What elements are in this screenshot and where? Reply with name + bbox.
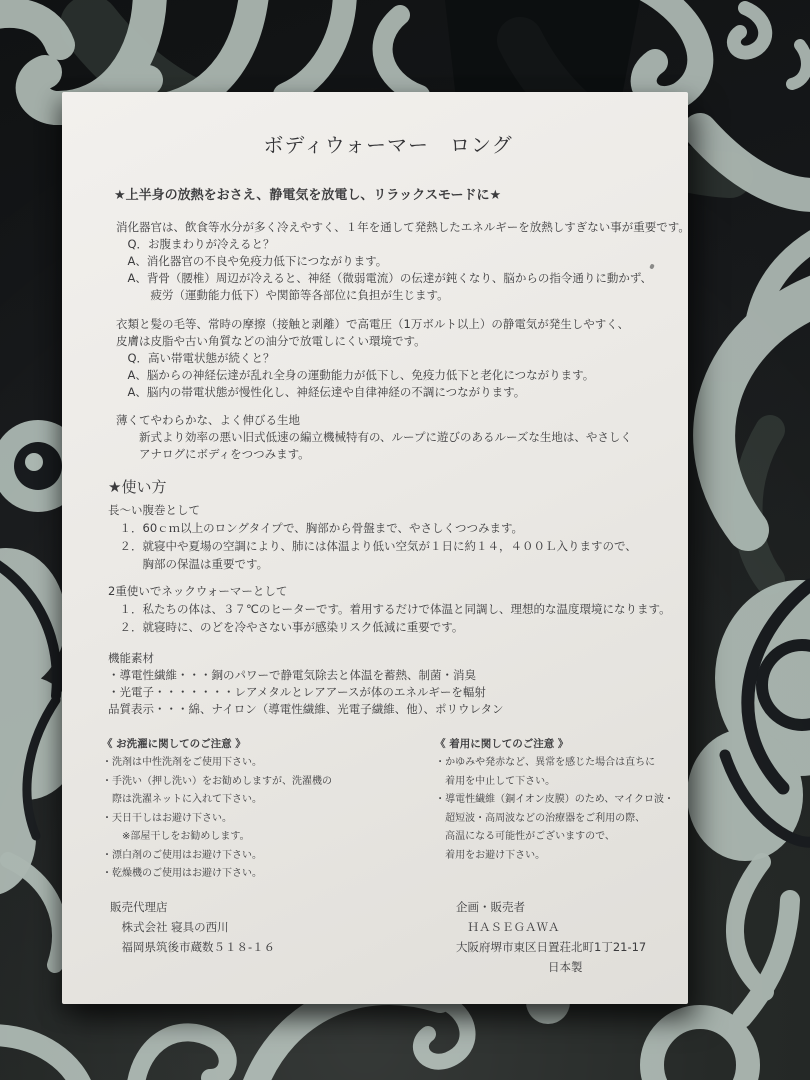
- text-line: １．60ｃｍ以上のロングタイプで、胸部から骨盤まで、やさしくつつみます。: [108, 521, 524, 535]
- text-line: 長〜い腹巻として: [108, 503, 200, 517]
- document-content: [102, 132, 690, 977]
- text-line: 大阪府堺市東区日置荘北町1丁21-17: [456, 939, 647, 954]
- section-static-electricity: [102, 316, 674, 401]
- text-line: A、消化器官の不良や免疫力低下につながります。: [116, 254, 388, 268]
- text-line: ※部屋干しをお勧めします。: [102, 831, 250, 842]
- text-line: ２．就寝中や夏場の空調により、肺には体温より低い空気が１日に約１４，４００Ｌ入りますので、: [108, 539, 637, 553]
- text-line: 福岡県筑後市蔵数５１８-１６: [110, 939, 276, 954]
- text-line: 着用を中止して下さい。: [435, 775, 556, 787]
- text-line: A、脳内の帯電状態が慢性化し、神経伝達や自律神経の不調につながります。: [116, 385, 526, 399]
- text-line: 消化器官は、飲食等水分が多く冷えやすく、１年を通して発熱したエネルギーを放熱しすぎない事が重要です。: [116, 220, 690, 234]
- text-line: １．私たちの体は、３７℃のヒーターです。着用するだけで体温と同調し、理想的な温度環境になります。: [108, 602, 671, 616]
- wearing-notes-header: 《 着用に関してのご注意 》: [435, 738, 569, 750]
- text-line: A、背骨（腰椎）周辺が冷えると、神経（微弱電流）の伝達が鈍くなり、脳からの指令通りに動かず、: [116, 271, 652, 285]
- text-line: 新式より効率の悪い旧式低速の編立機械特有の、ループに遊びのあるルーズな生地は、やさしく: [116, 430, 632, 444]
- text-line: ・かゆみや発赤など、異常を感じた場合は直ちに: [435, 757, 656, 768]
- washing-notes: [102, 735, 435, 884]
- text-line: ・乾燥機のご使用はお避け下さい。: [102, 868, 262, 879]
- distributor-info: [102, 897, 456, 977]
- section-digestive-organs: [102, 219, 690, 304]
- text-line: 機能素材: [108, 651, 154, 665]
- text-line: 着用をお避け下さい。: [435, 849, 546, 861]
- text-line: 高温になる可能性がございますので、: [435, 831, 615, 842]
- text-line: 品質表示・・・綿、ナイロン（導電性繊維、光電子繊維、他）、ポリウレタン: [108, 702, 504, 716]
- wearing-notes-list: [435, 754, 674, 865]
- text-line: ・導電性繊維（銅イオン皮膜）のため、マイクロ波・: [435, 794, 674, 805]
- page-title: ボディウォーマー ロング: [263, 133, 513, 157]
- text-line: 株式会社 寝具の西川: [110, 919, 229, 934]
- text-line: アナログにボディをつつみます。: [116, 447, 310, 461]
- text-line: ・導電性繊維・・・銅のパワーで静電気除去と体温を蓄熱、制菌・消臭: [108, 668, 476, 682]
- text-line: ・洗剤は中性洗剤をご使用下さい。: [102, 757, 262, 768]
- section-usage-haramaki: [102, 501, 674, 573]
- text-line: ＨＡＳＥＧＡＷＡ: [456, 919, 560, 934]
- washing-notes-list: [102, 754, 435, 884]
- text-line: 疲労（運動能力低下）や関節等各部位に負担が生じます。: [116, 288, 449, 302]
- section-usage-neckwarmer: [102, 582, 674, 636]
- text-line: 皮膚は皮脂や古い角質などの油分で放電しにくい環境です。: [116, 334, 426, 348]
- text-line: ・光電子・・・・・・・レアメタルとレアアースが体のエネルギーを輻射: [108, 685, 486, 699]
- seller-info: [456, 897, 674, 977]
- text-line: A、脳からの神経伝達が乱れ全身の運動能力が低下し、免疫力低下と老化につながります。: [116, 368, 595, 382]
- washing-notes-header: 《 お洗濯に関してのご注意 》: [102, 738, 246, 750]
- text-line: ・手洗い（押し洗い）をお勧めしますが、洗濯機の: [102, 775, 332, 787]
- page-subtitle: ★上半身の放熱をおさえ、静電気を放電し、リラックスモードに★: [114, 188, 502, 203]
- text-line: 胸部の保温は重要です。: [108, 557, 269, 571]
- paper-sheet: [62, 92, 688, 1004]
- text-line: 衣類と髪の毛等、常時の摩擦（接触と剥離）で高電圧（1万ボルト以上）の静電気が発生しやすく、: [116, 317, 630, 331]
- text-line: 薄くてやわらかな、よく伸びる生地: [116, 413, 300, 427]
- text-line: 際は洗濯ネットに入れて下さい。: [102, 794, 262, 805]
- text-line: Q．高い帯電状態が続くと？: [116, 351, 275, 365]
- text-line: ・漂白剤のご使用はお避け下さい。: [102, 849, 262, 861]
- text-line: 超短波・高周波などの治療器をご利用の際、: [435, 812, 646, 824]
- text-line: ・天日干しはお避け下さい。: [102, 812, 232, 824]
- text-line: Q．お腹まわりが冷えると？: [116, 237, 275, 251]
- text-line: 日本製: [456, 959, 583, 974]
- text-line: ２．就寝時に、のどを冷やさない事が感染リスク低減に重要です。: [108, 620, 464, 634]
- footer-columns: [102, 897, 674, 977]
- section-materials: [102, 650, 674, 718]
- text-line: 2重使いでネックウォーマーとして: [108, 584, 288, 598]
- wearing-notes: [435, 735, 674, 884]
- text-line: 企画・販売者: [456, 899, 525, 914]
- notes-columns: [102, 735, 674, 884]
- section-fabric: [102, 412, 674, 463]
- usage-header: ★使い方: [108, 478, 167, 496]
- text-line: 販売代理店: [110, 899, 168, 914]
